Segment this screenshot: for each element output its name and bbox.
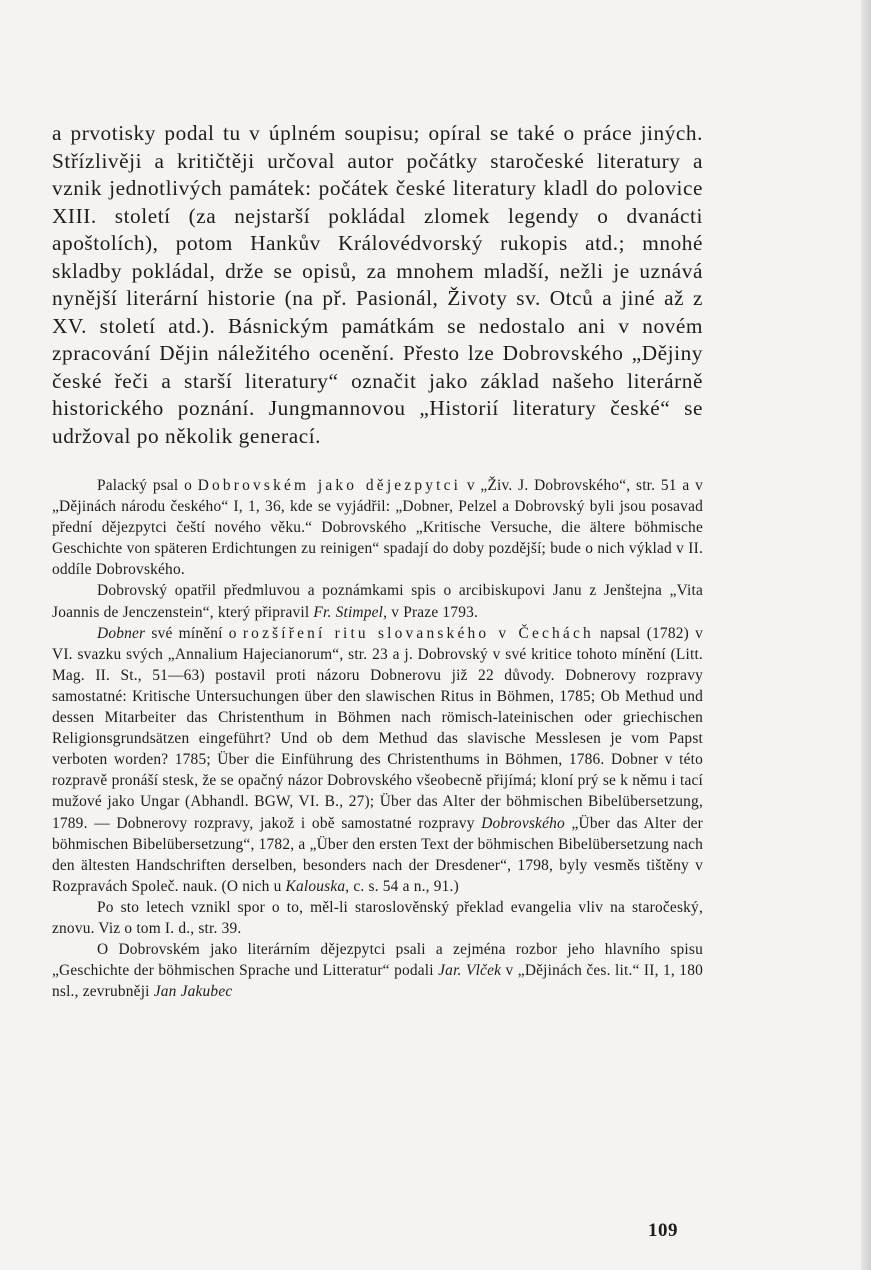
- page-edge-shadow: [861, 0, 871, 1270]
- note-literary-jakubec: Jan Jakubec: [153, 983, 233, 1001]
- note-palacky-lead: Palacký psal o: [97, 477, 198, 494]
- main-paragraph: a prvotisky podal tu v úplném soupisu; opíral se také o práce jiných. Střízlivěji a kritičtěji určoval autor počátky staročeské literatury a vznik jednotlivých památek: počátek české literatury kladl do polovice XIII. století (za nejstarší pokládal zlomek legendy o dvanácti apoštolích), potom Hankův Královédvorský rukopis atd.; mnohé skladby pokládal, drže se opisů, za mnohem mladší, nežli je uznává nynější literární historie (na př. Pasionál, Životy sv. Otců a jiné až z XV. století atd.). Básnickým památkám se nedostalo ani v novém zpracování Dějin náležitého ocenění. Přesto lze Dobrovského „Dějiny české řeči a starší literatury“ označit jako základ našeho literárně historického poznání. Jungmannovou „Historií literatury české“ se udržoval po několik generací.: [52, 121, 703, 448]
- note-literary-vlcek: Jar. Vlček: [438, 962, 502, 980]
- main-text-block: [52, 120, 703, 450]
- page-number: 109: [648, 1220, 678, 1241]
- note-jenstejn-author: Fr. Stimpel: [313, 603, 384, 621]
- note-literary: [52, 939, 703, 1002]
- note-jenstejn-lead: Dobrovský opatřil předmluvou a poznámkami spis o arcibiskupovi Janu z Jenštejna „Vita Joannis de Jenczenstein“, který připravil: [52, 582, 703, 621]
- footnotes-block: [52, 475, 703, 1002]
- note-dobner-t1: své mínění o: [145, 624, 243, 642]
- note-palacky-rest: v „Živ. J. Dobrovského“, str. 51 a v „Dějinách národu českého“ I, 1, 36, kde se vyjádřil: „Dobner, Pelzel a Dobrovský byli jsou posavad přední dějezpytci čeští nového věku.“ Dobrovského „Kritische Versuche, die ältere böhmische Geschichte von späteren Erdichtungen zu reinigen“ spadají do doby pozdější; bude o nich výklad v II. oddíle Dobrovského.: [52, 477, 704, 579]
- note-dobner-name: Dobner: [97, 624, 146, 642]
- note-dobner-t2: napsal (1782) v VI. svazku svých „Annalium Hajecianorum“, str. 23 a j. Dobrovský v své kritice tohoto mínění (Litt. Mag. II. St., 51—63) postavil proti názoru Dobnerovu již 22 důvody. Dobnerovy rozpravy samostatné: Kritische Untersuchungen über den slawischen Ritus in Böhmen, 1785; Ob Methud und dessen Mitarbeiter das Christenthum in Böhmen nach römisch-lateinischen oder griechischen Religionsgrundsätzen eingeführt? Und ob dem Methud das slavische Messlesen je vom Papst verboten worden? 1785; Über die Einführung des Christenthums in Böhmen, 1786. Dobner v této rozpravě pronáší stesk, že se opačný názor Dobrovského všeobecně přijímá; kloní prý se k němu i tací mužové jako Ungar (Abhandl. BGW, VI. B., 27); Über das Alter der böhmischen Bibelübersetzung, 1789. — Dobnerovy rozpravy, jakož i obě samostatné rozpravy: [52, 624, 703, 832]
- note-jenstejn-rest: , v Praze 1793.: [383, 603, 479, 621]
- note-palacky-spaced: Dobrovském jako dějezpytci: [197, 477, 462, 494]
- note-dobner-kalouska: Kalouska: [285, 877, 346, 895]
- note-literary-lead: O Dobrovském jako literárním dějezpytci psali a zejména rozbor jeho hlavního spisu „Geschichte der böhmischen Sprache und Litteratur“ podali: [52, 941, 703, 980]
- note-dobner: [52, 623, 703, 897]
- note-evangelium: [52, 897, 703, 939]
- note-dobner-spaced: rozšíření ritu slovanského v Čechách: [242, 624, 594, 642]
- note-evangelium-text: Po sto letech vznikl spor o to, měl-li staroslověnský překlad evangelia vliv na staročeský, znovu. Viz o tom I. d., str. 39.: [52, 898, 703, 937]
- note-palacky: [52, 475, 703, 580]
- note-dobner-t3: „Über das Alter der böhmischen Bibelübersetzung“, 1782, a „Über den ersten Text der böhmischen Bibelübersetzung nach den ältesten Handschriften derselben, besonders nach der Dresdener“, 1798, byly vesměs tištěny v Rozpravách Společ. nauk. (O nich u: [52, 814, 703, 895]
- note-dobner-dobrovsky: Dobrovského: [481, 814, 565, 832]
- note-dobner-t4: , c. s. 54 a n., 91.): [345, 877, 459, 895]
- note-literary-mid: v „Dějinách čes. lit.“ II, 1, 180 nsl., zevrubněji: [52, 962, 703, 1001]
- note-jenstejn: [52, 580, 703, 622]
- book-page: [52, 120, 703, 1002]
